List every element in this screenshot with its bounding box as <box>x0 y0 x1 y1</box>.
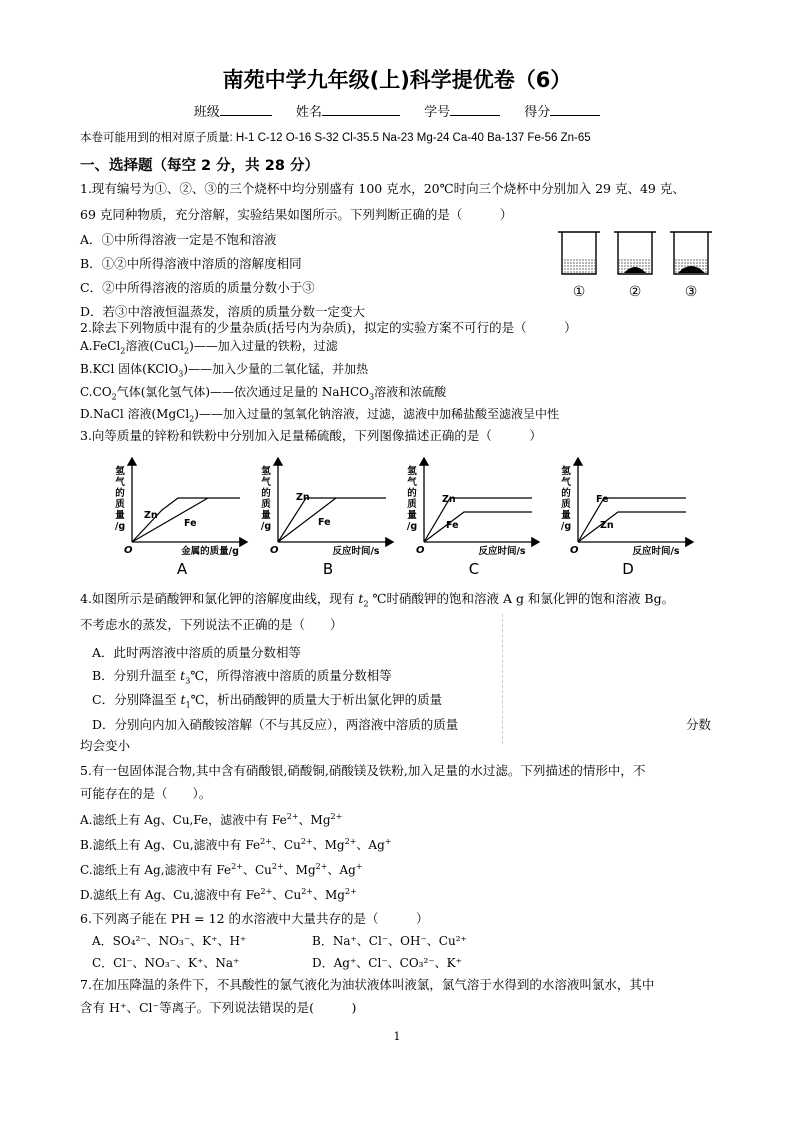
upper-curve-label: Zn <box>442 494 456 505</box>
y-axis-label-char: 量 <box>261 510 271 521</box>
q7-stem-line2: 含有 H⁺、Cl⁻等离子。下列说法错误的是( ) <box>80 1000 357 1015</box>
upper-curve-label: Zn <box>144 510 158 521</box>
y-axis-label-char: 质 <box>261 499 271 510</box>
curve-upper <box>278 498 386 542</box>
y-axis-label-char: 气 <box>115 477 125 488</box>
y-axis-label-char: 量 <box>407 510 417 521</box>
q4-option-d-line2: 均会变小 <box>80 738 131 753</box>
student-info-row <box>0 101 794 120</box>
q5-stem-line2: 可能存在的是（ ）。 <box>80 786 212 801</box>
score-blank[interactable] <box>550 103 600 116</box>
q1-option-b[interactable]: B．①②中所得溶液中溶质的溶解度相同 <box>80 256 302 271</box>
lower-curve-label: Fe <box>184 518 197 529</box>
y-axis-label-char: 气 <box>261 477 271 488</box>
origin-label: O <box>124 545 133 556</box>
x-axis-label: 反应时间/s <box>332 546 380 557</box>
curve-lower <box>578 512 686 542</box>
y-axis-label-char: 量 <box>115 510 125 521</box>
page-title: 南苑中学九年级(上)科学提优卷（6） <box>222 68 572 92</box>
y-axis-label-char: 的 <box>115 488 125 499</box>
q1-option-c[interactable]: C．②中所得溶液的溶质的质量分数小于③ <box>80 280 315 295</box>
y-axis-label-char: 的 <box>407 488 417 499</box>
q4-option-c[interactable]: C．分别降温至 $t_1℃$，析出硝酸钾的质量大于析出氯化钾的质量 <box>92 692 443 710</box>
lower-curve-label: Zn <box>600 520 614 531</box>
graph-letter: B <box>322 560 334 578</box>
page-number: 1 <box>393 1030 401 1043</box>
q5-stem-line1: 5.有一包固体混合物,其中含有硝酸银,硝酸铜,硝酸镁及铁粉,加入足量的水过滤。下列描述的情形中，不 <box>80 763 646 778</box>
origin-label: O <box>416 545 425 556</box>
x-axis-label: 反应时间/s <box>478 546 526 557</box>
section-heading: 一、选择题（每空 2 分，共 28 分） <box>80 158 319 174</box>
q2-option-a[interactable]: A.FeCl$_2$溶液(CuCl$_2$)——加入过量的铁粉，过滤 <box>80 339 338 356</box>
q3-graph-d <box>561 458 693 578</box>
q4-stem-line2: 不考虑水的蒸发，下列说法不正确的是（ ） <box>80 617 343 632</box>
q5-option-c[interactable]: C.滤纸上有 Ag,滤液中有 $Fe^{2+}$、$Cu^{2+}$、$Mg^{2+}$、Ag+ <box>80 862 363 877</box>
beaker-3 <box>670 232 712 274</box>
q1-option-d[interactable]: D．若③中溶液恒温蒸发，溶质的质量分数一定变大 <box>80 304 366 319</box>
beakers-figure <box>552 226 722 304</box>
id-label: 学号 <box>424 105 451 120</box>
q6-option-c[interactable]: C．Cl⁻、NO₃⁻、K⁺、Na⁺ <box>92 956 240 970</box>
q6-stem: 6.下列离子能在 PH = 12 的水溶液中大量共存的是（ ） <box>80 911 429 926</box>
q1-option-a[interactable]: A．①中所得溶液一定是不饱和溶液 <box>80 232 277 247</box>
graph-letter: D <box>622 560 634 578</box>
origin-label: O <box>570 545 579 556</box>
y-axis-label-char: /g <box>260 521 272 532</box>
solubility-figure-placeholder <box>502 614 507 744</box>
q1-stem-line1: 1.现有编号为①、②、③的三个烧杯中均分别盛有 100 克水，20℃时向三个烧杯中分别加入 29 克、49 克、 <box>80 181 685 196</box>
name-label: 姓名 <box>295 105 322 120</box>
y-axis-label-char: 质 <box>115 499 125 510</box>
q2-option-c[interactable]: $C.CO_2$气体(氯化氢气体)——依次通过足量的 NaHCO$_3$溶液和浓硫酸 <box>80 385 447 402</box>
beaker-1 <box>558 232 600 274</box>
q4-option-d[interactable]: D．分别向内加入硝酸铵溶解（不与其反应），两溶液中溶质的质量 <box>92 717 459 732</box>
q3-graph-a <box>115 458 247 578</box>
upper-curve-label: Zn <box>296 492 310 503</box>
beaker-label-1: ① <box>572 284 586 300</box>
beaker-label-3: ③ <box>684 284 698 300</box>
q7-stem-line1: 7.在加压降温的条件下，不具酸性的氯气液化为油状液体叫液氯，氯气溶于水得到的水溶液叫氯水，其中 <box>80 977 655 992</box>
curve-upper <box>578 498 686 542</box>
class-label: 班级 <box>193 105 220 120</box>
q6-option-b[interactable]: B．Na⁺、Cl⁻、OH⁻、Cu²⁺ <box>312 934 467 948</box>
q1-stem-line2: 69 克同种物质，充分溶解，实验结果如图所示。下列判断正确的是（ ） <box>80 207 513 222</box>
q5-option-b[interactable]: B.滤纸上有 Ag、Cu,滤液中有 $Fe^{2+}$、$Cu^{2+}$、$Mg^{2+}$、Ag+ <box>80 837 392 852</box>
q4-option-a[interactable]: A．此时两溶液中溶质的质量分数相等 <box>92 645 302 660</box>
q2-option-d[interactable]: D.NaCl 溶液(MgCl$_2$)——加入过量的氢氧化钠溶液，过滤，滤液中加稀盐酸至滤液呈中性 <box>80 407 559 424</box>
q4-option-b[interactable]: B．分别升温至 $t_3℃$，所得溶液中溶质的质量分数相等 <box>92 668 392 686</box>
curve-upper <box>424 498 532 542</box>
y-axis-label-char: 量 <box>561 510 571 521</box>
y-axis-label-char: 氢 <box>561 466 571 477</box>
q4-stem-line1: 4.如图所示是硝酸钾和氯化钾的溶解度曲线，现有 $t_2$ ℃时硝酸钾的饱和溶液 A g 和氯化钾的饱和溶液 Bg。 <box>80 591 675 609</box>
q2-stem: 2.除去下列物质中混有的少量杂质(括号内为杂质)，拟定的实验方案不可行的是（ ） <box>80 320 577 335</box>
q4-option-d-tail: 分数 <box>686 717 712 732</box>
q3-graph-c <box>407 458 539 578</box>
upper-curve-label: Fe <box>596 494 609 505</box>
y-axis-label-char: 氢 <box>407 466 417 477</box>
x-axis-label: 反应时间/s <box>632 546 680 557</box>
y-axis-label-char: /g <box>406 521 418 532</box>
y-axis-label-char: 的 <box>561 488 571 499</box>
y-axis-label-char: 质 <box>561 499 571 510</box>
score-label: 得分 <box>524 105 551 120</box>
y-axis-label-char: 气 <box>407 477 417 488</box>
q3-graphs-figure <box>100 452 700 582</box>
q3-stem: 3.向等质量的锌粉和铁粉中分别加入足量稀硫酸，下列图像描述正确的是（ ） <box>80 428 542 443</box>
curve-lower <box>424 512 532 542</box>
id-blank[interactable] <box>450 103 500 116</box>
beaker-label-2: ② <box>628 284 642 300</box>
q6-option-d[interactable]: D．Ag⁺、Cl⁻、CO₃²⁻、K⁺ <box>312 956 462 970</box>
y-axis-label-char: 氢 <box>261 466 271 477</box>
q3-graph-b <box>261 458 393 578</box>
y-axis-label-char: 气 <box>561 477 571 488</box>
atomic-masses: 本卷可能用到的相对原子质量: H-1 C-12 O-16 S-32 Cl-35.5 Na-23 Mg-24 Ca-40 Ba-137 Fe-56 Zn-65 <box>80 132 591 144</box>
x-axis-label: 金属的质量/g <box>181 546 239 557</box>
q6-option-a[interactable]: A．SO₄²⁻、NO₃⁻、K⁺、H⁺ <box>92 934 247 948</box>
q5-option-d[interactable]: D.滤纸上有 Ag、Cu,滤液中有 $Fe^{2+}$、$Cu^{2+}$、$Mg^{2+}$ <box>80 887 357 902</box>
origin-label: O <box>270 545 279 556</box>
graph-letter: A <box>176 560 188 578</box>
y-axis-label-char: /g <box>560 521 572 532</box>
y-axis-label-char: 氢 <box>115 466 125 477</box>
class-blank[interactable] <box>220 103 272 116</box>
lower-curve-label: Fe <box>446 520 459 531</box>
beaker-2 <box>614 232 656 274</box>
lower-curve-label: Fe <box>318 517 331 528</box>
y-axis-label-char: /g <box>114 521 126 532</box>
y-axis-label-char: 质 <box>407 499 417 510</box>
q5-option-a[interactable]: A.滤纸上有 Ag、Cu,Fe，滤液中有 $Fe^{2+}$、$Mg^{2+}$ <box>80 812 343 827</box>
name-blank[interactable] <box>322 103 400 116</box>
q2-option-b[interactable]: B.KCl 固体(KClO$_3$)——加入少量的二氧化锰，并加热 <box>80 362 369 379</box>
graph-letter: C <box>468 560 480 578</box>
y-axis-label-char: 的 <box>261 488 271 499</box>
